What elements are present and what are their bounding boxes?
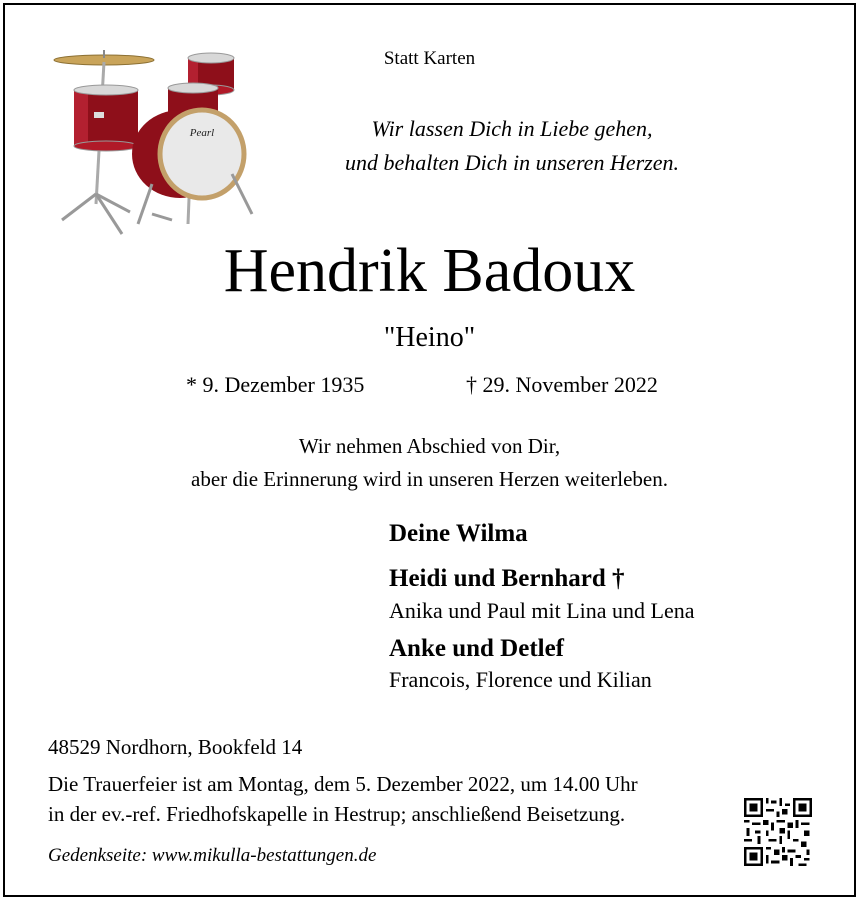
statt-karten: Statt Karten [383, 48, 476, 69]
birth-date: * 9. Dezember 1935 [186, 372, 365, 397]
ceremony-line-1: Die Trauerfeier ist am Montag, dem 5. Dezember 2022, um 14.00 Uhr [48, 772, 638, 796]
deceased-name: Hendrik Badoux [223, 237, 636, 305]
mourner-head: Anke und Detlef [389, 635, 565, 662]
drum-kit-image [52, 44, 262, 240]
mourner-head: Deine Wilma [389, 520, 528, 547]
motto-line-2: und behalten Dich in unseren Herzen. [344, 150, 679, 175]
death-date: † 29. November 2022 [466, 372, 658, 397]
farewell-line-2: aber die Erinnerung wird in unseren Herzen weiterleben. [191, 467, 668, 491]
memorial-link[interactable]: Gedenkseite: www.mikulla-bestattungen.de [48, 845, 377, 866]
ceremony-line-2: in der ev.-ref. Friedhofskapelle in Hestrup; anschließend Beisetzung. [48, 802, 626, 826]
address: 48529 Nordhorn, Bookfeld 14 [48, 735, 303, 759]
farewell-line-1: Wir nehmen Abschied von Dir, [298, 434, 561, 458]
deceased-nickname: "Heino" [383, 322, 476, 353]
drum-brand-logo: Pearl [189, 127, 215, 139]
mourner-sub: Anika und Paul mit Lina und Lena [389, 598, 695, 623]
motto-line-1: Wir lassen Dich in Liebe gehen, [371, 116, 653, 141]
qr-code[interactable] [744, 798, 812, 866]
mourner-sub: Francois, Florence und Kilian [389, 667, 652, 692]
mourner-head: Heidi und Bernhard † [389, 565, 625, 592]
